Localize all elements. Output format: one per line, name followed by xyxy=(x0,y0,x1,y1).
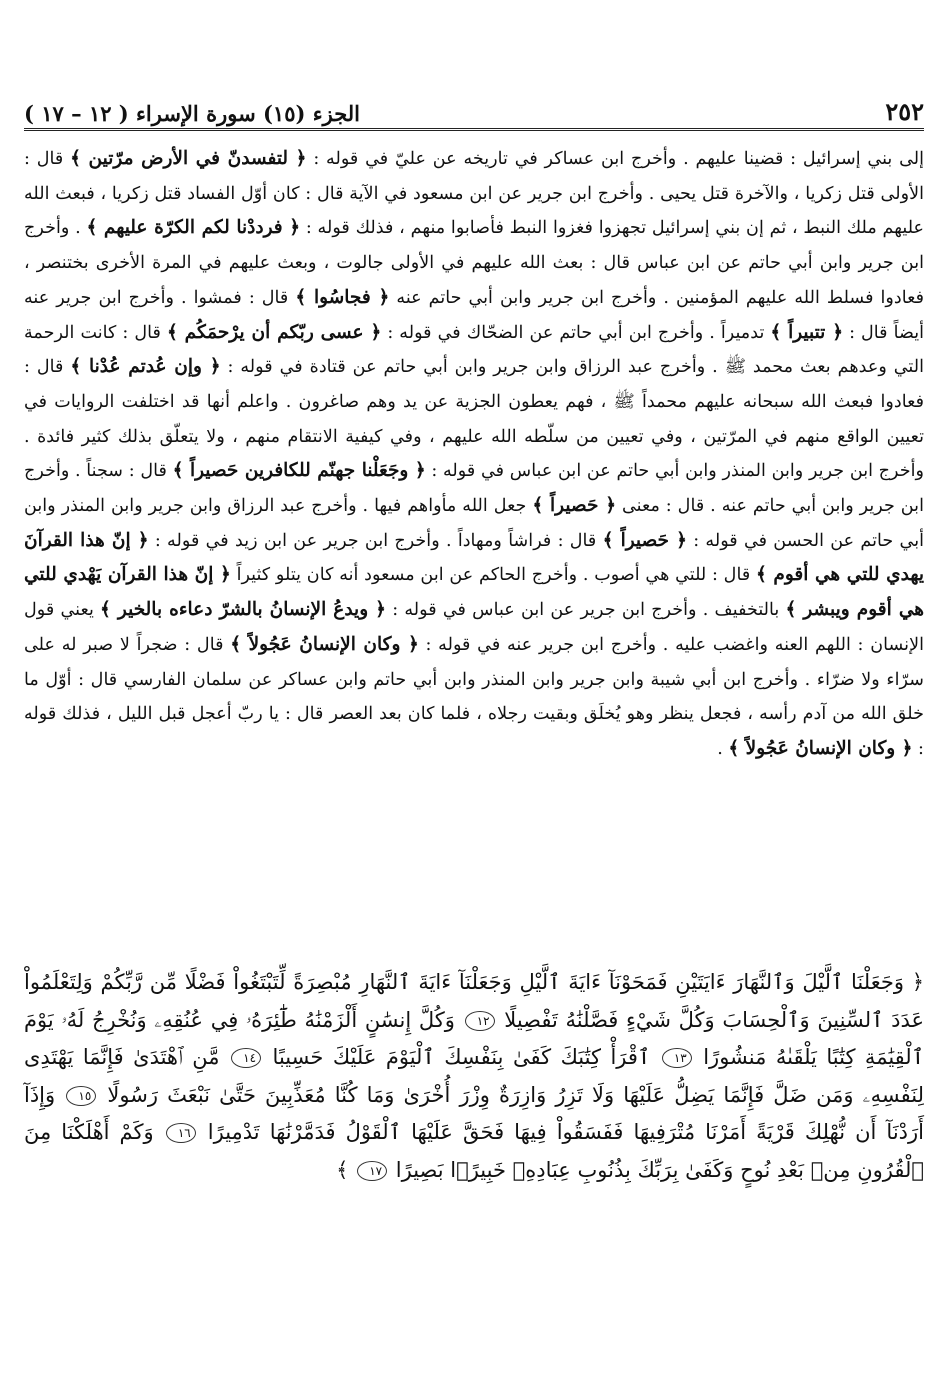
quoted-verse: ﴿ وكان الإنسانُ عَجُولاً ﴾ xyxy=(728,737,913,759)
running-header xyxy=(24,92,924,131)
quoted-verse: ﴿ حَصيراً ﴾ xyxy=(532,495,617,517)
commentary-segment: . xyxy=(717,738,729,759)
commentary-segment: قال : فعادوا فبعث الله سبحانه عليهم محمداً ﷺ ، فهم يعطون الجزية عن يد وهم صاغرون . واعلم أنها قد اختلفت الروايات في تعيين الواقع منهم في المرّتين ، وفي تعيين من سلّطه الله عليهم ، وفي كيفية الانتقام منهم ، ولا يتعلّق بذلك كثير فائدة . وأخرج ابن جرير وابن المنذر وابن أبي حاتم عن ابن عباس في قوله : xyxy=(24,357,925,482)
quoted-verse: ﴿ تتبيراً ﴾ xyxy=(770,321,844,343)
verse-text: ﴾ xyxy=(336,1157,356,1182)
verse-text: وَإِذَآ أَرَدْنَآ أَن نُّهْلِكَ قَرْيَةً أَمَرْنَا مُتْرَفِيهَا فَفَسَقُواْ فِيهَا فَحَقَّ عَلَيْهَا ٱلْقَوْلُ فَدَمَّرْنَٰهَا تَدْمِيرًا xyxy=(24,1082,924,1144)
quoted-verse: ﴿ لتفسدنّ في الأرض مرّتين ﴾ xyxy=(70,148,307,169)
commentary-segment: بالتخفيف . وأخرج ابن جرير عن ابن عباس في قوله : xyxy=(386,600,786,621)
quran-verses xyxy=(24,964,924,1189)
commentary-segment: جعل الله مأواهم فيها . وأخرج عبد الرزاق وابن جرير وابن المنذر وابن أبي حاتم عن الحسن في قوله : xyxy=(24,496,924,551)
verse-text: ٱقْرَأْ كِتَٰبَكَ كَفَىٰ بِنَفْسِكَ ٱلْيَوْمَ عَلَيْكَ حَسِيبًا xyxy=(263,1045,660,1069)
quoted-verse: ﴿ عسى ربّكم أن يرْحمَكُم ﴾ xyxy=(166,321,382,343)
header-title: الجزء (١٥) سورة الإسراء ( ١٢ – ١٧ ) xyxy=(24,101,360,126)
verse-text: ﴿ وَجَعَلْنَا ٱلَّيْلَ وَٱلنَّهَارَ ءَايَتَيْنِ فَمَحَوْنَآ ءَايَةَ ٱلَّيْلِ وَجَعَلْنَآ ءَايَةَ ٱلنَّهَارِ مُبْصِرَةً لِّتَبْتَغُواْ فَضْلًا مِّن رَّبِّكُمْ وَلِتَعْلَمُواْ عَدَدَ ٱلسِّنِينَ وَٱلْحِسَابَ وَكُلَّ شَيْءٍ فَصَّلْنَٰهُ تَفْصِيلًا xyxy=(24,970,925,1032)
verse-text: وَكُلَّ إِنسَٰنٍ أَلْزَمْنَٰهُ طَٰٓئِرَهُۥ فِي عُنُقِهِۦ وَنُخْرِجُ لَهُۥ يَوْمَ ٱلْقِيَٰمَةِ كِتَٰبًا يَلْقَىٰهُ مَنشُورًا xyxy=(24,1007,924,1069)
commentary-segment: قال : ضجراً لا صبر له على سرّاء ولا ضرّاء . وأخرج ابن أبي شيبة وابن جرير وابن المنذر وابن أبي حاتم وابن عساكر عن سلمان الفارسي قال : أوّل ما خلق الله من آدم رأسه ، فجعل ينظر وهو يُخلَق وبقيت رجلاه ، فلما كان بعد العصر قال : يا ربّ أعجل قبل الليل ، فذلك قوله : xyxy=(24,634,924,759)
quoted-verse: ﴿ فرددْنا لكم الكرّة عليهم ﴾ xyxy=(86,217,301,239)
quoted-verse: ﴿ وإن عُدتم عُدْنا ﴾ xyxy=(70,356,221,378)
commentary-segment: قال : كانت الرحمة التي وعدهم بعث محمد ﷺ . وأخرج عبد الرزاق وابن جرير وابن أبي حاتم عن قتادة في قوله : xyxy=(24,322,924,378)
commentary-segment: يعني قول الإنسان : اللهم العنه واغضب عليه . وأخرج ابن جرير عنه في قوله : xyxy=(24,600,925,655)
verse-text: مَّنِ ٱهْتَدَىٰ فَإِنَّمَا يَهْتَدِى لِنَفْسِهِۦ وَمَن ضَلَّ فَإِنَّمَا يَضِلُّ عَلَيْهَا وَلَا تَزِرُ وَازِرَةٌ وِزْرَ أُخْرَىٰ وَمَا كُنَّا مُعَذِّبِينَ حَتَّىٰ نَبْعَثَ رَسُولًا xyxy=(24,1045,924,1107)
commentary-segment: تدميراً . وأخرج ابن أبي حاتم عن الضحّاك في قوله : xyxy=(381,322,771,343)
verse-number: ١٣ xyxy=(662,1048,692,1068)
verse-number: ١٦ xyxy=(166,1123,196,1143)
verse-text: وَكَمْ أَهْلَكْنَا مِنَ ٱلْقُرُونِ مِنۢ بَعْدِ نُوحٍ وَكَفَىٰ بِرَبِّكَ بِذُنُوبِ عِبَادِهِۦ خَبِيرًۢا بَصِيرًا xyxy=(24,1120,924,1182)
verses-section xyxy=(24,964,924,1234)
commentary-segment: قال : الأولى قتل زكريا ، والآخرة قتل يحيى . وأخرج ابن جرير عن ابن مسعود في الآية قال : كان أوّل الفساد قتل زكريا ، فبعث الله عليهم ملك النبط ، ثم إن بني إسرائيل تجهزوا فغزوا النبط فأصابوا منهم ، فذلك قوله : xyxy=(24,149,925,239)
commentary-segment: قال : سجناً . وأخرج ابن جرير وابن أبي حاتم عنه . قال : معنى xyxy=(24,461,924,517)
commentary-segment: قال : فراشاً ومهاداً . وأخرج ابن جرير عن ابن زيد في قوله : xyxy=(148,530,603,551)
commentary-segment: قال : للتي هي أصوب . وأخرج الحاكم عن ابن مسعود أنه كان يتلو كثيراً xyxy=(230,565,756,586)
verse-number: ١٥ xyxy=(66,1086,96,1106)
quoted-verse: ﴿ ويدعُ الإنسانُ بالشرّ دعاءه بالخير ﴾ xyxy=(100,599,387,621)
commentary-segment: . وأخرج ابن جرير وابن أبي حاتم عن ابن عباس قال : بعث الله عليهم في الأولى جالوت ، وبعث عليهم في المرة الأخرى بختنصر ، فعادوا فسلط الله عليهم المؤمنين . وأخرج ابن جرير وابن أبي حاتم عنه xyxy=(24,218,925,308)
verse-number: ١٧ xyxy=(357,1161,387,1181)
quoted-verse: ﴿ إنّ هذا القرآنَ يهدي للتي هي أقوم ﴾ xyxy=(24,529,924,586)
quoted-verse: ﴿ وجَعَلْنا جهنّم للكافرين حَصيراً ﴾ xyxy=(172,460,426,482)
commentary-text xyxy=(24,142,924,767)
verse-number: ١٤ xyxy=(231,1048,261,1068)
page-number: ٢٥٢ xyxy=(885,97,924,126)
quoted-verse: ﴿ حَصيراً ﴾ xyxy=(602,529,687,551)
quoted-verse: ﴿ وكان الإنسانُ عَجُولاً ﴾ xyxy=(230,633,419,655)
commentary-segment: إلى بني إسرائيل : قضينا عليهم . وأخرج ابن عساكر في تاريخه عن عليّ في قوله : xyxy=(306,149,924,169)
quoted-verse: ﴿ إنّ هذا القرآن يَهْدي للتي هي أقوم ويبشر ﴾ xyxy=(24,564,924,621)
commentary-segment: قال : فمشوا . وأخرج ابن جرير عنه أيضاً قال : xyxy=(24,287,925,343)
verse-number: ١٢ xyxy=(465,1011,495,1031)
quoted-verse: ﴿ فجاسُوا ﴾ xyxy=(295,286,390,308)
